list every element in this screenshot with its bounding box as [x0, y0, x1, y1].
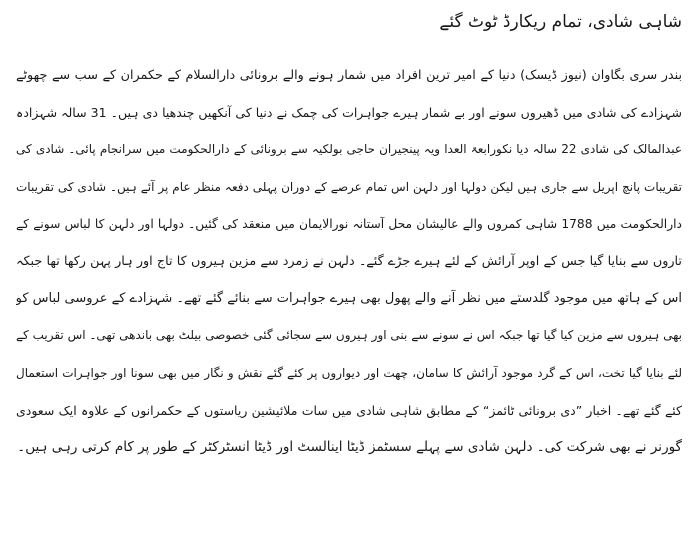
body-line: کئے گئے تھے۔ اخبار ”دی برونائی ٹائمز“ کے مطابق شاہی شادی میں سات ملائیشین ریاستوں کے حکمرانوں کے علاوہ ایک سعودی [16, 402, 682, 418]
body-line: بندر سری بگاوان (نیوز ڈیسک) دنیا کے امیر ترین افراد میں شمار ہونے والے برونائی دارالسلام کے حکمران کے سب سے چھوٹے [16, 68, 682, 83]
body-line: لئے بنایا گیا تخت، اس کے گرد موجود آرائش کا سامان، چھت اور دیواروں پر کئے گئے نقش و نگار میں بھی سونا اور جواہرات استعمال [16, 365, 682, 380]
body-line: بھی ہیروں سے مزین کیا گیا تھا جبکہ اس نے سونے سے بنی اور ہیروں سے سجائی گئی خصوصی بیلٹ بھی باندھی تھی۔ اس تقریب کے [16, 328, 682, 343]
article-body [16, 57, 682, 466]
body-line: اس کے ہاتھ میں موجود گلدستے میں نظر آنے والے پھول بھی ہیرے جواہرات سے بنائے گئے تھے۔ شہزادے کے عروسی لباس کو [16, 291, 682, 307]
body-line: تاروں سے بنایا گیا جس کے اوپر آرائش کے لئے ہیرے جڑے گئے۔ دلہن نے زمرد سے مزین ہیروں کا تاج اور ہار پہن رکھا تھا جبکہ [16, 253, 682, 269]
body-line: گورنر نے بھی شرکت کی۔ دلہن شادی سے پہلے سسٹمز ڈیٹا اینالسٹ اور ڈیٹا انسٹرکٹر کے طور پر کام کرتی رہی ہیں۔ [17, 438, 682, 455]
article-headline: شاہی شادی، تمام ریکارڈ ٹوٹ گئے [439, 12, 682, 32]
body-line: شہزادے کی شادی میں ڈھیروں سونے اور بے شمار ہیرے جواہرات کی چمک نے دنیا کی آنکھیں چندھیا دی ہیں۔ 31 سالہ شہزادہ [16, 105, 682, 121]
body-line: تقریبات پانچ اپریل سے جاری ہیں لیکن دولہا اور دلہن اس تمام عرصے کے دوران پہلی دفعہ منظر عام پر آئے ہیں۔ شادی کی تقریبات [16, 179, 682, 194]
body-line: عبدالمالک کی شادی 22 سالہ دیا نکورابعۃ العدا ویہ پینجیران حاجی بولکیہ سے برونائی کے دارالحکومت میں سرانجام پائی۔ شادی کی [16, 142, 682, 157]
body-line: دارالحکومت میں 1788 شاہی کمروں والے عالیشان محل آستانہ نورالایمان میں منعقد کی گئیں۔ دولہا اور دلہن کا لباس سونے کے [16, 216, 682, 231]
